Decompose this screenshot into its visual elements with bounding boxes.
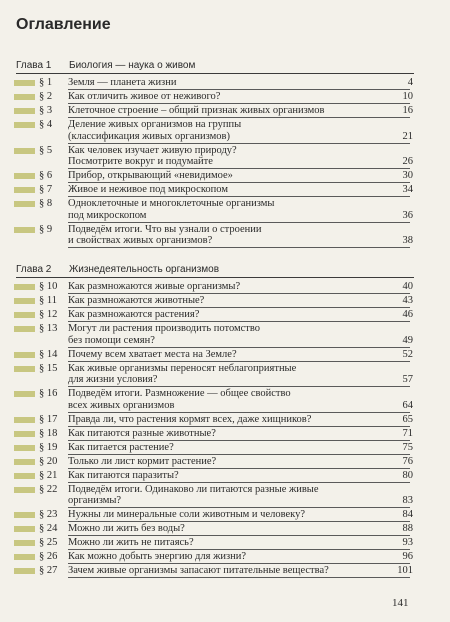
section-marker [14,108,35,114]
entry-rule [68,535,410,536]
entry-rule [68,426,410,427]
section-title [68,119,398,142]
page-ref: 64 [402,399,413,411]
section-title-line: Как можно добыть энергию для жизни? [68,551,247,562]
section-title [68,523,398,535]
section-title [68,442,398,454]
entry-rule [68,577,410,578]
page-ref: 26 [402,156,413,167]
section-marker [14,227,35,233]
page-ref: 30 [402,170,413,181]
section-title-line: всех живых организмов [68,399,175,411]
section-title-line: без помощи семян? [68,334,155,346]
section-title [68,470,398,482]
section-number: § 16 [39,388,58,399]
toc-entry [0,105,450,117]
entry-rule [68,386,410,387]
section-number: § 12 [39,309,58,320]
section-number: § 1 [39,77,53,88]
section-number: § 17 [39,413,58,425]
section-title [68,428,398,440]
section-marker [14,201,35,207]
entry-rule [68,222,410,223]
toc-entry [0,363,450,386]
section-marker [14,445,35,451]
page-ref: 93 [402,537,413,548]
toc-entry [0,456,450,468]
section-title [68,509,398,521]
entry-rule [68,521,410,522]
section-marker [14,391,35,397]
chapter-name: Жизнедеятельность организмов [69,264,220,275]
section-title-line: Можно ли жить не питаясь? [68,537,194,548]
section-title-line: Живое и неживое под микроскопом [68,184,228,195]
toc-entry [0,537,450,549]
section-number: § 24 [39,523,58,534]
section-title-line: Как размножаются животные? [68,295,205,306]
section-number: § 11 [39,295,57,306]
section-title-line: Как отличить живое от неживого? [68,91,221,102]
page-ref: 36 [402,209,413,221]
section-title [68,349,398,361]
section-title [68,77,398,89]
toc-entry [0,523,450,535]
toc-entry [0,509,450,521]
section-number: § 19 [39,441,58,453]
toc-entry [0,224,450,247]
toc-entry [0,295,450,307]
section-title-line: Как питается растение? [68,441,174,453]
page-ref: 43 [402,295,413,306]
section-number: § 20 [39,455,58,467]
section-title [68,295,398,307]
section-marker [14,512,35,518]
section-title [68,184,398,196]
section-number: § 6 [39,170,53,181]
entry-rule [68,412,410,413]
section-number: § 18 [39,427,58,439]
page-ref: 96 [402,551,413,562]
toc-entry [0,198,450,221]
toc-entry [0,470,450,482]
section-number: § 25 [39,537,58,548]
section-number: § 9 [39,223,53,235]
entry-rule [68,143,410,144]
section-title-line: Деление живых организмов на группы [68,119,242,130]
section-number: § 10 [39,281,58,292]
section-marker [14,568,35,574]
entry-rule [68,482,410,483]
section-number: § 21 [39,469,58,481]
section-marker [14,284,35,290]
entry-rule [68,293,410,294]
toc-entry [0,565,450,577]
page-ref: 21 [402,130,413,142]
page-ref: 83 [402,495,413,506]
entry-rule [68,347,410,348]
toc-entry [0,170,450,182]
section-title [68,198,398,221]
entry-rule [68,247,410,248]
section-number: § 13 [39,323,58,334]
section-number: § 15 [39,362,58,374]
toc-entry [0,309,450,321]
section-title [68,91,398,103]
section-title [68,388,398,411]
toc-entry [0,428,450,440]
section-title-line: Как питаются паразиты? [68,469,179,481]
section-title-line: Как человек изучает живую природу? [68,144,237,156]
section-title-line: Подведём итоги. Размножение — общее свойство [68,388,291,399]
section-title-line: Земля — планета жизни [68,77,177,88]
chapter-number: Глава 2 [16,264,52,275]
toc-entry [0,281,450,293]
page-ref: 101 [397,565,413,576]
section-marker [14,540,35,546]
section-title [68,565,398,577]
section-title [68,537,398,549]
entry-rule [68,507,410,508]
section-marker [14,526,35,532]
section-title-line: Одноклеточные и многоклеточные организмы [68,198,275,209]
section-title [68,224,398,247]
page-ref: 88 [402,523,413,534]
section-title [68,363,398,386]
entry-rule [68,454,410,455]
section-title [68,309,398,321]
section-title [68,551,398,563]
section-title [68,105,398,117]
section-title-line: организмы? [68,495,122,506]
section-marker [14,312,35,318]
section-title-line: Только ли лист кормит растение? [68,455,217,467]
section-marker [14,417,35,423]
section-marker [14,187,35,193]
section-title-line: Нужны ли минеральные соли животным и человеку? [68,509,306,520]
page-ref: 65 [402,413,413,425]
page-ref: 16 [402,105,413,116]
section-number: § 7 [39,184,53,195]
section-marker [14,431,35,437]
chapter-rule [16,73,414,74]
section-marker [14,173,35,179]
entry-rule [68,182,410,183]
section-marker [14,366,35,372]
section-title-line: Как питаются разные животные? [68,427,216,439]
entry-rule [68,549,410,550]
section-title-line: (классификация живых организмов) [68,130,230,142]
chapter-number: Глава 1 [16,60,52,71]
section-title-line: Можно ли жить без воды? [68,523,185,534]
entry-rule [68,117,410,118]
section-title-line: Посмотрите вокруг и подумайте [68,156,213,167]
toc-entry [0,349,450,361]
section-title-line: и свойствах живых организмов? [68,235,213,246]
page-ref: 57 [402,374,413,385]
section-number: § 3 [39,105,53,116]
toc-entry [0,145,450,168]
section-title-line: Почему всем хватает места на Земле? [68,348,237,360]
section-marker [14,487,35,493]
entry-rule [68,468,410,469]
section-marker [14,326,35,332]
page-ref: 49 [402,334,413,346]
page-ref: 75 [402,441,413,453]
section-marker [14,554,35,560]
section-title [68,414,398,426]
toc-entry [0,551,450,563]
toc-entry [0,414,450,426]
toc-entry [0,184,450,196]
section-title-line: Как живые организмы переносят неблагоприятные [68,362,297,374]
page-title: Оглавление [16,16,111,33]
page-ref: 80 [402,469,413,481]
section-title [68,170,398,182]
section-marker [14,473,35,479]
entry-rule [68,168,410,169]
toc-entry [0,77,450,89]
section-number: § 23 [39,509,58,520]
section-title [68,456,398,468]
section-number: § 22 [39,483,58,495]
section-title [68,323,398,346]
entry-rule [68,361,410,362]
section-number: § 5 [39,144,53,156]
toc-entry [0,484,450,507]
section-marker [14,352,35,358]
section-number: § 8 [39,198,53,209]
section-marker [14,94,35,100]
section-title-line: Подведём итоги. Что вы узнали о строении [68,223,262,235]
page-ref: 84 [402,509,413,520]
section-title-line: Клеточное строение – общий признак живых организмов [68,105,325,116]
section-title-line: под микроскопом [68,209,147,221]
section-title-line: Прибор, открывающий «невидимое» [68,170,233,181]
toc-entry [0,91,450,103]
section-title-line: Могут ли растения производить потомство [68,323,261,334]
section-number: § 14 [39,348,58,360]
section-title-line: Подведём итоги. Одинаково ли питаются разные живые [68,483,319,495]
toc-entry [0,388,450,411]
page-ref: 38 [402,235,413,246]
page-ref: 46 [402,309,413,320]
section-number: § 26 [39,551,58,562]
section-number: § 4 [39,119,53,130]
section-marker [14,80,35,86]
page-ref: 10 [402,91,413,102]
section-marker [14,459,35,465]
page-ref: 40 [402,281,413,292]
section-number: § 2 [39,91,53,102]
entry-rule [68,440,410,441]
section-title [68,484,398,507]
entry-rule [68,563,410,564]
toc-entry [0,119,450,142]
section-title [68,145,398,168]
section-marker [14,298,35,304]
page-ref: 4 [407,77,413,88]
entry-rule [68,307,410,308]
page-number: 141 [392,597,409,609]
chapter-rule [16,277,414,278]
section-marker [14,148,35,154]
toc-entry [0,323,450,346]
entry-rule [68,321,410,322]
section-title [68,281,398,293]
section-number: § 27 [39,565,58,576]
section-title-line: Как размножаются растения? [68,309,200,320]
section-title-line: Правда ли, что растения кормят всех, даже хищников? [68,413,312,425]
section-title-line: Как размножаются живые организмы? [68,281,241,292]
chapter-name: Биология — наука о живом [69,60,196,71]
page-ref: 76 [402,455,413,467]
section-title-line: Зачем живые организмы запасают питательные вещества? [68,565,329,576]
section-marker [14,122,35,128]
section-title-line: для жизни условия? [68,374,158,385]
entry-rule [68,196,410,197]
page-ref: 71 [402,427,413,439]
entry-rule [68,89,410,90]
entry-rule [68,103,410,104]
page-ref: 52 [402,348,413,360]
page-ref: 34 [402,184,413,195]
toc-entry [0,442,450,454]
